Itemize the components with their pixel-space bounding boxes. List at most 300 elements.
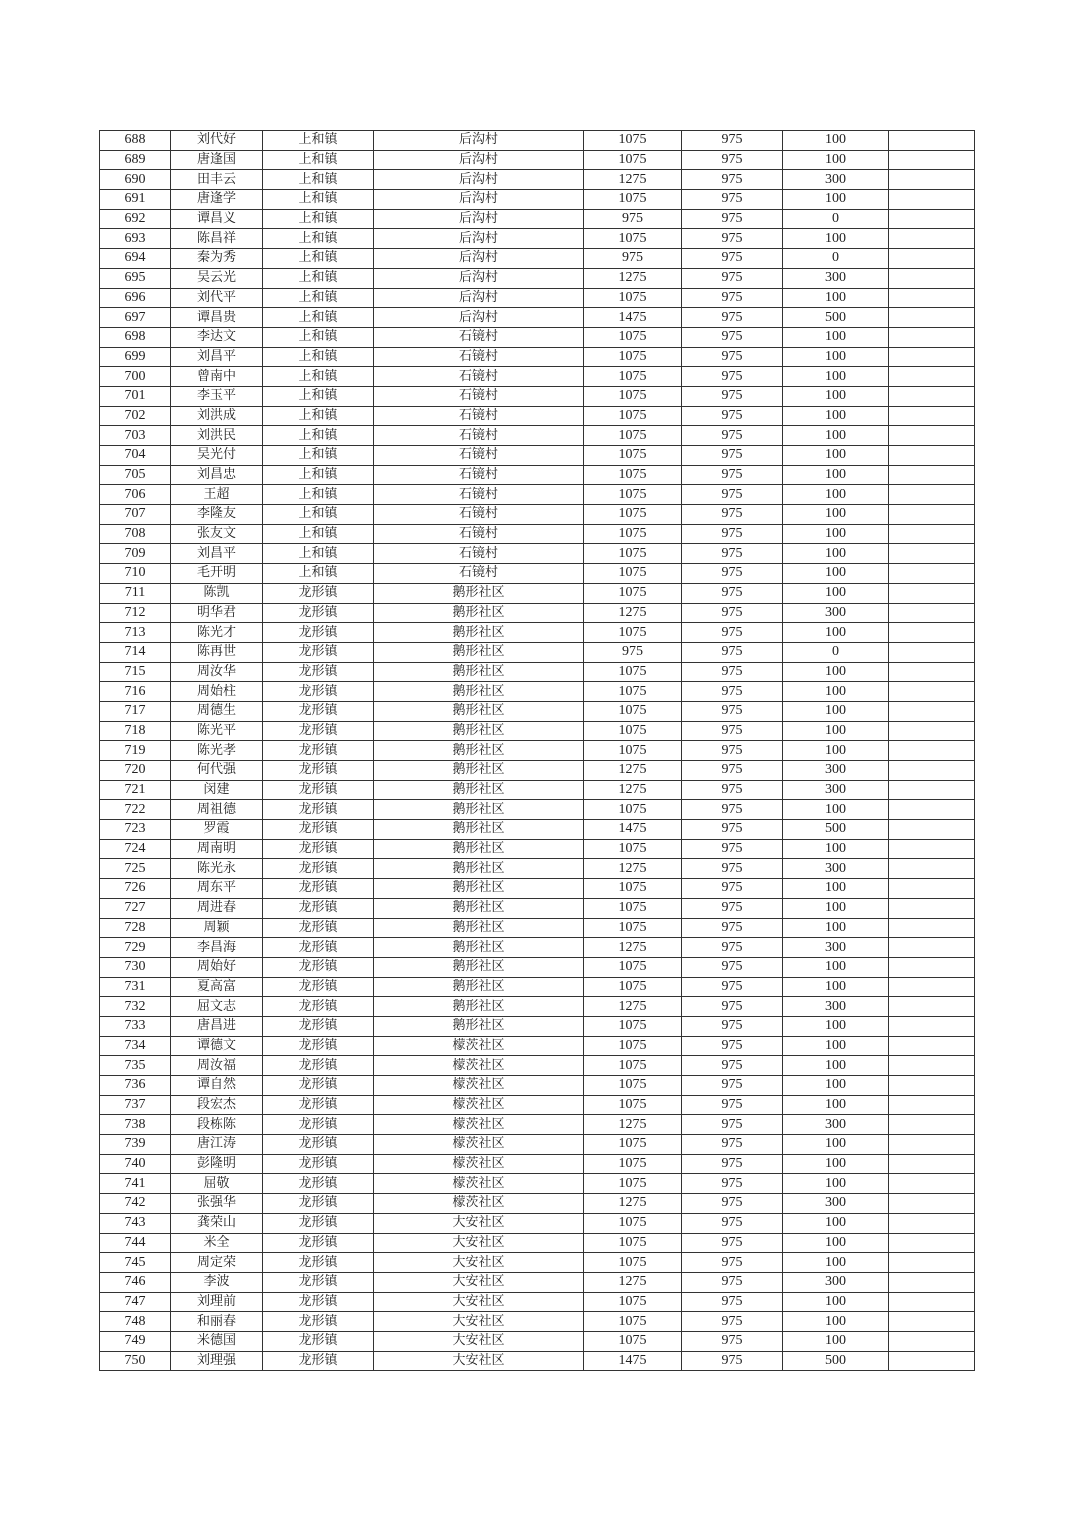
town-cell: 上和镇: [263, 524, 374, 544]
village-cell: 石镜村: [374, 485, 584, 505]
row-number-cell: 708: [100, 524, 171, 544]
town-cell: 龙形镇: [263, 918, 374, 938]
difference-cell: 300: [783, 761, 889, 781]
village-cell: 鹅形社区: [374, 977, 584, 997]
table-row: [100, 898, 975, 918]
base-cell: 975: [682, 288, 783, 308]
village-cell: 后沟村: [374, 190, 584, 210]
name-cell: 李隆友: [171, 505, 263, 525]
village-cell: 鹅形社区: [374, 780, 584, 800]
amount-cell: 1075: [584, 564, 682, 584]
name-cell: 李波: [171, 1272, 263, 1292]
name-cell: 陈光才: [171, 623, 263, 643]
village-cell: 大安社区: [374, 1272, 584, 1292]
village-cell: 后沟村: [374, 229, 584, 249]
town-cell: 上和镇: [263, 150, 374, 170]
table-row: [100, 1272, 975, 1292]
row-number-cell: 719: [100, 741, 171, 761]
amount-cell: 1075: [584, 879, 682, 899]
remark-cell: [889, 682, 975, 702]
town-cell: 上和镇: [263, 564, 374, 584]
town-cell: 上和镇: [263, 249, 374, 269]
row-number-cell: 697: [100, 308, 171, 328]
base-cell: 975: [682, 938, 783, 958]
name-cell: 段栋陈: [171, 1115, 263, 1135]
table-row: [100, 938, 975, 958]
difference-cell: 300: [783, 170, 889, 190]
difference-cell: 100: [783, 229, 889, 249]
village-cell: 鹅形社区: [374, 997, 584, 1017]
remark-cell: [889, 977, 975, 997]
table-row: [100, 190, 975, 210]
name-cell: 毛开明: [171, 564, 263, 584]
remark-cell: [889, 780, 975, 800]
difference-cell: 0: [783, 249, 889, 269]
town-cell: 龙形镇: [263, 820, 374, 840]
village-cell: 檬茨社区: [374, 1135, 584, 1155]
village-cell: 鹅形社区: [374, 583, 584, 603]
village-cell: 鹅形社区: [374, 1016, 584, 1036]
difference-cell: 100: [783, 465, 889, 485]
name-cell: 陈光孝: [171, 741, 263, 761]
name-cell: 何代强: [171, 761, 263, 781]
name-cell: 周始柱: [171, 682, 263, 702]
difference-cell: 100: [783, 131, 889, 151]
town-cell: 龙形镇: [263, 839, 374, 859]
difference-cell: 100: [783, 150, 889, 170]
village-cell: 石镜村: [374, 406, 584, 426]
village-cell: 大安社区: [374, 1213, 584, 1233]
remark-cell: [889, 1272, 975, 1292]
amount-cell: 1075: [584, 1056, 682, 1076]
base-cell: 975: [682, 485, 783, 505]
table-row: [100, 446, 975, 466]
village-cell: 鹅形社区: [374, 859, 584, 879]
amount-cell: 1075: [584, 800, 682, 820]
table-row: [100, 879, 975, 899]
name-cell: 谭自然: [171, 1076, 263, 1096]
remark-cell: [889, 603, 975, 623]
village-cell: 石镜村: [374, 564, 584, 584]
village-cell: 后沟村: [374, 249, 584, 269]
base-cell: 975: [682, 918, 783, 938]
amount-cell: 1075: [584, 839, 682, 859]
name-cell: 张友文: [171, 524, 263, 544]
remark-cell: [889, 170, 975, 190]
amount-cell: 1075: [584, 741, 682, 761]
table-row: [100, 1115, 975, 1135]
base-cell: 975: [682, 662, 783, 682]
town-cell: 龙形镇: [263, 1115, 374, 1135]
name-cell: 周南明: [171, 839, 263, 859]
village-cell: 鹅形社区: [374, 800, 584, 820]
town-cell: 龙形镇: [263, 603, 374, 623]
amount-cell: 1075: [584, 150, 682, 170]
amount-cell: 1075: [584, 426, 682, 446]
difference-cell: 100: [783, 682, 889, 702]
row-number-cell: 688: [100, 131, 171, 151]
table-row: [100, 820, 975, 840]
base-cell: 975: [682, 1056, 783, 1076]
base-cell: 975: [682, 268, 783, 288]
amount-cell: 1075: [584, 1135, 682, 1155]
amount-cell: 1075: [584, 1036, 682, 1056]
town-cell: 龙形镇: [263, 1233, 374, 1253]
village-cell: 石镜村: [374, 465, 584, 485]
base-cell: 975: [682, 1292, 783, 1312]
name-cell: 陈光永: [171, 859, 263, 879]
town-cell: 上和镇: [263, 465, 374, 485]
remark-cell: [889, 249, 975, 269]
row-number-cell: 749: [100, 1331, 171, 1351]
base-cell: 975: [682, 347, 783, 367]
difference-cell: 100: [783, 1253, 889, 1273]
town-cell: 龙形镇: [263, 1272, 374, 1292]
remark-cell: [889, 209, 975, 229]
row-number-cell: 725: [100, 859, 171, 879]
remark-cell: [889, 367, 975, 387]
row-number-cell: 737: [100, 1095, 171, 1115]
table-body: [100, 131, 975, 1371]
town-cell: 龙形镇: [263, 1292, 374, 1312]
village-cell: 大安社区: [374, 1351, 584, 1371]
table-row: [100, 682, 975, 702]
village-cell: 石镜村: [374, 367, 584, 387]
town-cell: 龙形镇: [263, 1095, 374, 1115]
town-cell: 龙形镇: [263, 741, 374, 761]
name-cell: 周汝华: [171, 662, 263, 682]
difference-cell: 500: [783, 820, 889, 840]
village-cell: 后沟村: [374, 209, 584, 229]
name-cell: 刘昌忠: [171, 465, 263, 485]
difference-cell: 100: [783, 524, 889, 544]
name-cell: 陈昌祥: [171, 229, 263, 249]
remark-cell: [889, 1174, 975, 1194]
remark-cell: [889, 1233, 975, 1253]
town-cell: 上和镇: [263, 367, 374, 387]
table-row: [100, 662, 975, 682]
base-cell: 975: [682, 190, 783, 210]
base-cell: 975: [682, 1076, 783, 1096]
amount-cell: 1075: [584, 721, 682, 741]
base-cell: 975: [682, 1272, 783, 1292]
table-row: [100, 741, 975, 761]
name-cell: 夏高富: [171, 977, 263, 997]
town-cell: 上和镇: [263, 190, 374, 210]
village-cell: 鹅形社区: [374, 761, 584, 781]
row-number-cell: 721: [100, 780, 171, 800]
remark-cell: [889, 465, 975, 485]
base-cell: 975: [682, 1213, 783, 1233]
town-cell: 上和镇: [263, 327, 374, 347]
difference-cell: 100: [783, 721, 889, 741]
village-cell: 鹅形社区: [374, 938, 584, 958]
town-cell: 龙形镇: [263, 1351, 374, 1371]
name-cell: 田丰云: [171, 170, 263, 190]
name-cell: 段宏杰: [171, 1095, 263, 1115]
amount-cell: 1075: [584, 1253, 682, 1273]
town-cell: 龙形镇: [263, 1213, 374, 1233]
village-cell: 鹅形社区: [374, 682, 584, 702]
name-cell: 刘洪成: [171, 406, 263, 426]
row-number-cell: 715: [100, 662, 171, 682]
town-cell: 上和镇: [263, 268, 374, 288]
remark-cell: [889, 446, 975, 466]
amount-cell: 1075: [584, 1016, 682, 1036]
difference-cell: 100: [783, 190, 889, 210]
town-cell: 上和镇: [263, 544, 374, 564]
table-row: [100, 367, 975, 387]
remark-cell: [889, 741, 975, 761]
row-number-cell: 722: [100, 800, 171, 820]
difference-cell: 100: [783, 918, 889, 938]
town-cell: 龙形镇: [263, 1312, 374, 1332]
amount-cell: 975: [584, 642, 682, 662]
row-number-cell: 701: [100, 386, 171, 406]
row-number-cell: 743: [100, 1213, 171, 1233]
row-number-cell: 741: [100, 1174, 171, 1194]
town-cell: 龙形镇: [263, 1331, 374, 1351]
town-cell: 龙形镇: [263, 1253, 374, 1273]
town-cell: 上和镇: [263, 485, 374, 505]
table-row: [100, 308, 975, 328]
remark-cell: [889, 1351, 975, 1371]
table-row: [100, 485, 975, 505]
remark-cell: [889, 938, 975, 958]
difference-cell: 100: [783, 1056, 889, 1076]
row-number-cell: 738: [100, 1115, 171, 1135]
difference-cell: 500: [783, 308, 889, 328]
village-cell: 鹅形社区: [374, 741, 584, 761]
difference-cell: 100: [783, 544, 889, 564]
remark-cell: [889, 544, 975, 564]
name-cell: 刘代平: [171, 288, 263, 308]
difference-cell: 0: [783, 642, 889, 662]
difference-cell: 100: [783, 1154, 889, 1174]
name-cell: 李昌海: [171, 938, 263, 958]
table-row: [100, 465, 975, 485]
remark-cell: [889, 1312, 975, 1332]
village-cell: 檬茨社区: [374, 1115, 584, 1135]
difference-cell: 100: [783, 1036, 889, 1056]
difference-cell: 100: [783, 1174, 889, 1194]
village-cell: 鹅形社区: [374, 820, 584, 840]
remark-cell: [889, 1115, 975, 1135]
base-cell: 975: [682, 997, 783, 1017]
remark-cell: [889, 1135, 975, 1155]
difference-cell: 100: [783, 623, 889, 643]
row-number-cell: 693: [100, 229, 171, 249]
base-cell: 975: [682, 327, 783, 347]
name-cell: 罗霞: [171, 820, 263, 840]
base-cell: 975: [682, 249, 783, 269]
table-row: [100, 800, 975, 820]
row-number-cell: 732: [100, 997, 171, 1017]
table-row: [100, 1135, 975, 1155]
remark-cell: [889, 997, 975, 1017]
name-cell: 周祖德: [171, 800, 263, 820]
row-number-cell: 730: [100, 957, 171, 977]
difference-cell: 300: [783, 997, 889, 1017]
remark-cell: [889, 406, 975, 426]
town-cell: 龙形镇: [263, 721, 374, 741]
amount-cell: 1075: [584, 327, 682, 347]
village-cell: 鹅形社区: [374, 662, 584, 682]
row-number-cell: 739: [100, 1135, 171, 1155]
row-number-cell: 746: [100, 1272, 171, 1292]
row-number-cell: 724: [100, 839, 171, 859]
village-cell: 后沟村: [374, 268, 584, 288]
base-cell: 975: [682, 209, 783, 229]
village-cell: 大安社区: [374, 1253, 584, 1273]
base-cell: 975: [682, 505, 783, 525]
table-row: [100, 721, 975, 741]
base-cell: 975: [682, 1331, 783, 1351]
base-cell: 975: [682, 131, 783, 151]
difference-cell: 100: [783, 406, 889, 426]
table-row: [100, 249, 975, 269]
amount-cell: 1075: [584, 1213, 682, 1233]
table-row: [100, 642, 975, 662]
difference-cell: 100: [783, 1292, 889, 1312]
remark-cell: [889, 1331, 975, 1351]
remark-cell: [889, 1095, 975, 1115]
village-cell: 石镜村: [374, 505, 584, 525]
remark-cell: [889, 721, 975, 741]
base-cell: 975: [682, 1154, 783, 1174]
table-row: [100, 544, 975, 564]
remark-cell: [889, 761, 975, 781]
row-number-cell: 735: [100, 1056, 171, 1076]
town-cell: 上和镇: [263, 308, 374, 328]
name-cell: 周颖: [171, 918, 263, 938]
name-cell: 陈光平: [171, 721, 263, 741]
row-number-cell: 742: [100, 1194, 171, 1214]
amount-cell: 1075: [584, 406, 682, 426]
remark-cell: [889, 347, 975, 367]
base-cell: 975: [682, 701, 783, 721]
village-cell: 鹅形社区: [374, 642, 584, 662]
difference-cell: 100: [783, 879, 889, 899]
amount-cell: 1275: [584, 268, 682, 288]
amount-cell: 1075: [584, 1312, 682, 1332]
table-row: [100, 268, 975, 288]
difference-cell: 100: [783, 662, 889, 682]
town-cell: 上和镇: [263, 406, 374, 426]
town-cell: 龙形镇: [263, 761, 374, 781]
base-cell: 975: [682, 1135, 783, 1155]
name-cell: 刘昌平: [171, 544, 263, 564]
difference-cell: 100: [783, 426, 889, 446]
town-cell: 龙形镇: [263, 957, 374, 977]
table-row: [100, 918, 975, 938]
amount-cell: 1075: [584, 131, 682, 151]
base-cell: 975: [682, 1312, 783, 1332]
difference-cell: 100: [783, 701, 889, 721]
base-cell: 975: [682, 977, 783, 997]
village-cell: 石镜村: [374, 446, 584, 466]
name-cell: 彭隆明: [171, 1154, 263, 1174]
remark-cell: [889, 1253, 975, 1273]
table-row: [100, 170, 975, 190]
base-cell: 975: [682, 1351, 783, 1371]
row-number-cell: 705: [100, 465, 171, 485]
table-row: [100, 761, 975, 781]
village-cell: 石镜村: [374, 524, 584, 544]
remark-cell: [889, 701, 975, 721]
town-cell: 龙形镇: [263, 859, 374, 879]
village-cell: 鹅形社区: [374, 623, 584, 643]
name-cell: 米全: [171, 1233, 263, 1253]
difference-cell: 300: [783, 1272, 889, 1292]
amount-cell: 1075: [584, 386, 682, 406]
base-cell: 975: [682, 879, 783, 899]
name-cell: 谭德文: [171, 1036, 263, 1056]
name-cell: 刘代好: [171, 131, 263, 151]
town-cell: 龙形镇: [263, 1076, 374, 1096]
difference-cell: 100: [783, 1213, 889, 1233]
base-cell: 975: [682, 898, 783, 918]
village-cell: 石镜村: [374, 386, 584, 406]
town-cell: 龙形镇: [263, 1056, 374, 1076]
remark-cell: [889, 662, 975, 682]
village-cell: 鹅形社区: [374, 721, 584, 741]
difference-cell: 300: [783, 603, 889, 623]
remark-cell: [889, 800, 975, 820]
remark-cell: [889, 524, 975, 544]
base-cell: 975: [682, 1016, 783, 1036]
base-cell: 975: [682, 780, 783, 800]
name-cell: 刘昌平: [171, 347, 263, 367]
row-number-cell: 696: [100, 288, 171, 308]
table-row: [100, 977, 975, 997]
name-cell: 唐逢国: [171, 150, 263, 170]
base-cell: 975: [682, 642, 783, 662]
amount-cell: 1475: [584, 1351, 682, 1371]
amount-cell: 1075: [584, 1154, 682, 1174]
row-number-cell: 695: [100, 268, 171, 288]
table-row: [100, 839, 975, 859]
table-row: [100, 1351, 975, 1371]
village-cell: 檬茨社区: [374, 1056, 584, 1076]
name-cell: 周始好: [171, 957, 263, 977]
amount-cell: 1075: [584, 524, 682, 544]
town-cell: 龙形镇: [263, 780, 374, 800]
base-cell: 975: [682, 1233, 783, 1253]
table-row: [100, 209, 975, 229]
town-cell: 龙形镇: [263, 1135, 374, 1155]
row-number-cell: 710: [100, 564, 171, 584]
town-cell: 上和镇: [263, 386, 374, 406]
difference-cell: 100: [783, 386, 889, 406]
difference-cell: 300: [783, 938, 889, 958]
base-cell: 975: [682, 583, 783, 603]
amount-cell: 1075: [584, 446, 682, 466]
name-cell: 米德国: [171, 1331, 263, 1351]
village-cell: 石镜村: [374, 347, 584, 367]
village-cell: 檬茨社区: [374, 1194, 584, 1214]
base-cell: 975: [682, 229, 783, 249]
town-cell: 上和镇: [263, 505, 374, 525]
table-row: [100, 426, 975, 446]
amount-cell: 1275: [584, 859, 682, 879]
amount-cell: 1075: [584, 583, 682, 603]
base-cell: 975: [682, 386, 783, 406]
town-cell: 上和镇: [263, 229, 374, 249]
table-row: [100, 859, 975, 879]
table-row: [100, 327, 975, 347]
table-row: [100, 229, 975, 249]
